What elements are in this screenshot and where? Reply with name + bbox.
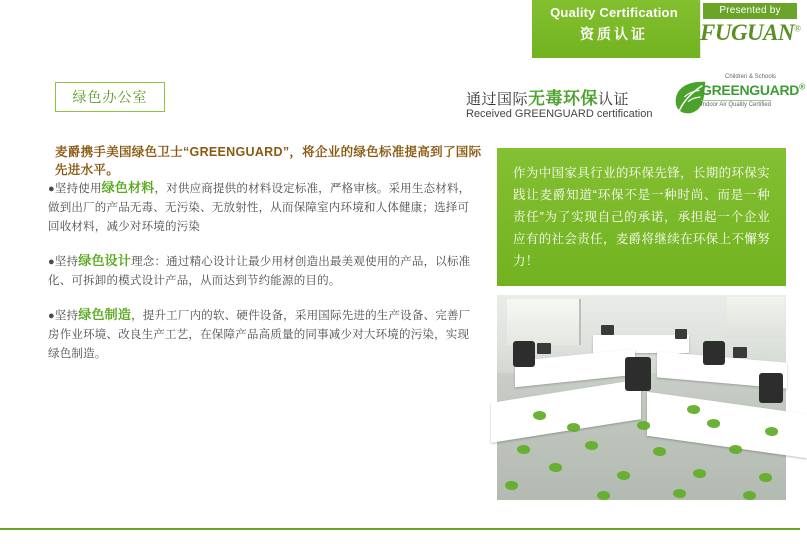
photo-window-left bbox=[507, 299, 581, 345]
photo-monitor bbox=[733, 347, 747, 358]
quality-certification-block bbox=[534, 4, 694, 44]
photo-leaf-decal bbox=[585, 441, 598, 450]
bullet-marker: ● bbox=[48, 256, 55, 268]
photo-leaf-decal bbox=[693, 469, 706, 478]
photo-leaf-decal bbox=[673, 489, 686, 498]
certification-en-line: Received GREENGUARD certification bbox=[466, 108, 653, 120]
photo-leaf-decal bbox=[549, 463, 562, 472]
photo-leaf-decal bbox=[533, 411, 546, 420]
lead-paragraph: 麦爵携手美国绿色卫士“GREENGUARD”，将企业的绿色标准提高到了国际先进水平。 bbox=[55, 145, 482, 177]
bullet-prefix: 坚持 bbox=[54, 256, 79, 268]
photo-leaf-decal bbox=[637, 421, 650, 430]
greenguard-logo bbox=[671, 74, 805, 128]
quality-certification-cn: 资质认证 bbox=[580, 26, 648, 42]
photo-leaf-decal bbox=[505, 481, 518, 490]
photo-chair bbox=[703, 341, 725, 365]
photo-leaf-decal bbox=[729, 445, 742, 454]
photo-leaf-decal bbox=[765, 427, 778, 436]
bullet-highlight: 绿色材料 bbox=[101, 180, 155, 195]
certification-cn-highlight: 无毒环保 bbox=[528, 89, 599, 108]
photo-monitor bbox=[601, 325, 614, 335]
greenguard-registered: ® bbox=[799, 82, 805, 92]
photo-chair bbox=[625, 357, 651, 391]
photo-leaf-decal bbox=[743, 491, 756, 500]
quote-panel bbox=[497, 148, 786, 286]
bullet-marker: ● bbox=[48, 310, 55, 322]
greenguard-wordmark bbox=[701, 82, 805, 98]
photo-leaf-decal bbox=[567, 423, 580, 432]
greenguard-sub-bottom: Indoor Air Quality Certified bbox=[701, 102, 772, 108]
bullet-highlight: 绿色制造 bbox=[78, 307, 132, 322]
bullet-body: ，对供应商提供的材料设定标准，严格审核。采用生态材料，做到出厂的产品无毒、无污染、无放射性，从而保障室内环境和人体健康；选择可回收材料，减少对环境的污染 bbox=[48, 183, 471, 233]
quality-certification-en: Quality Certification bbox=[550, 5, 678, 20]
bullet-list bbox=[48, 178, 478, 378]
bullet-body: 理念：通过精心设计让最少用材创造出最美观使用的产品，以标准化、可拆卸的模式设计产品，从而达到节约能源的目的。 bbox=[48, 256, 471, 287]
greenguard-word-text: GREENGUARD bbox=[701, 82, 800, 98]
bullet-body: ，提升工厂内的软、硬件设备，采用国际先进的生产设备、完善厂房作业环境、改良生产工艺，在保障产品高质量的同事减少对大环境的污染，实现绿色制造。 bbox=[48, 310, 471, 360]
certification-cn-prefix: 通过国际 bbox=[466, 91, 529, 108]
photo-leaf-decal bbox=[759, 473, 772, 482]
photo-leaf-decal bbox=[617, 471, 630, 480]
quote-text: 作为中国家具行业的环保先锋，长期的环保实践让麦爵知道“环保不是一种时尚、而是一种责任”为了实现自己的承诺，承担起一个企业应有的社会责任，麦爵将继续在环保上不懈努力！ bbox=[513, 166, 770, 268]
office-photo bbox=[497, 295, 786, 500]
photo-monitor bbox=[537, 343, 551, 354]
certification-zone bbox=[466, 74, 805, 128]
photo-monitor bbox=[675, 329, 687, 339]
certification-cn-suffix: 认证 bbox=[598, 91, 630, 108]
footer-rule bbox=[0, 528, 800, 530]
section-title-box bbox=[55, 82, 165, 112]
bullet-item bbox=[48, 178, 478, 237]
photo-leaf-decal bbox=[517, 445, 530, 454]
photo-leaf-decal bbox=[707, 419, 720, 428]
photo-leaf-decal bbox=[687, 405, 700, 414]
bullet-prefix: 坚持 bbox=[54, 310, 79, 322]
header-white-area bbox=[0, 0, 532, 58]
photo-chair bbox=[759, 373, 783, 403]
registered-mark: ® bbox=[794, 23, 801, 34]
presented-by-label: Presented by bbox=[703, 3, 797, 19]
brand-logo bbox=[700, 20, 800, 46]
bullet-highlight: 绿色设计 bbox=[78, 253, 132, 268]
bullet-marker: ● bbox=[48, 183, 55, 195]
photo-leaf-decal bbox=[597, 491, 610, 500]
brand-name: FUGUAN bbox=[700, 20, 795, 45]
greenguard-sub-top: Children & Schools bbox=[725, 74, 777, 80]
bullet-prefix: 坚持使用 bbox=[54, 183, 102, 195]
bullet-item bbox=[48, 305, 478, 364]
bullet-item bbox=[48, 251, 478, 291]
photo-leaf-decal bbox=[653, 447, 666, 456]
section-title: 绿色办公室 bbox=[72, 89, 148, 105]
header-bar bbox=[0, 0, 800, 58]
photo-window-right bbox=[727, 297, 785, 337]
photo-chair bbox=[513, 341, 535, 367]
certification-cn-line bbox=[466, 84, 629, 109]
